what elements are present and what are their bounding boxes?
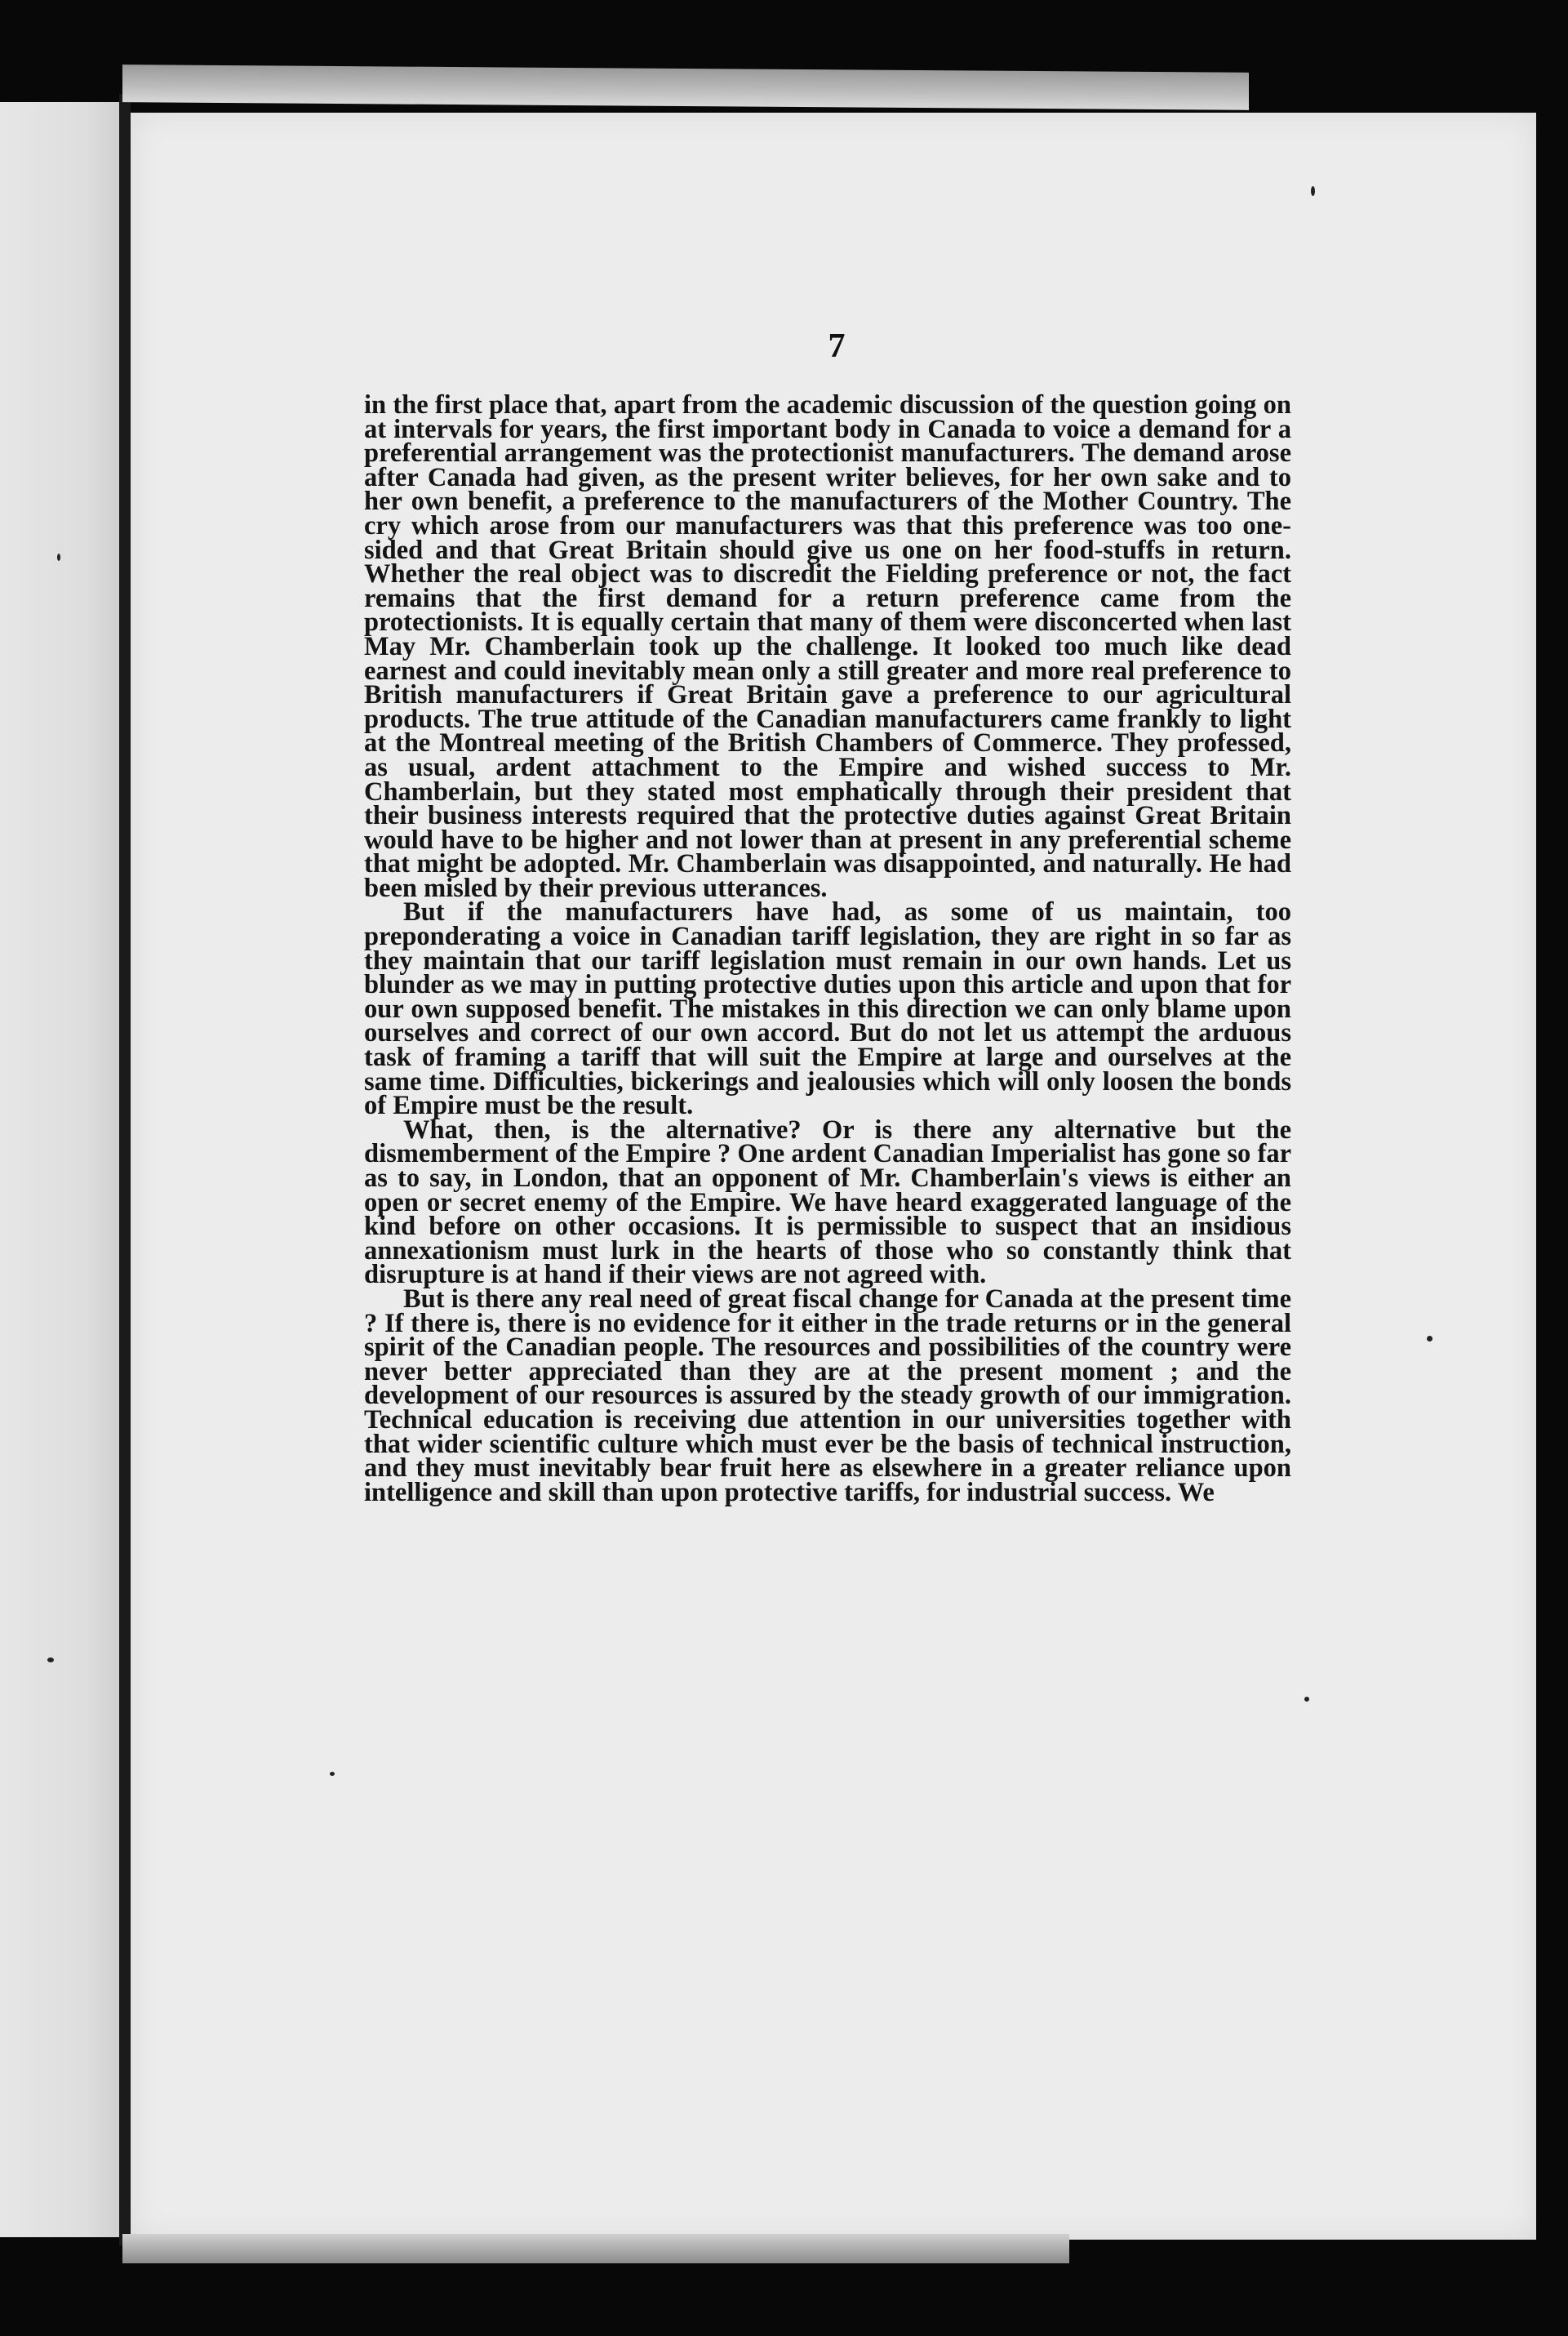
scan-speck [1304,1697,1309,1702]
paragraph-2: But if the manufacturers have had, as some of us maintain, too preponderating a voice in Canadian tariff legislation, they are right in so far as they maintain that our tariff legislation must remain in our own hands. Let us blunder as we may in putting protective duties upon this article and upon that for our own supposed benefit. The mistakes in this direction we can only blame upon ourselves and correct of our own accord. But do not let us attempt the arduous task of framing a tariff that will suit the Empire at large and ourselves at the same time. Difficulties, bickerings and jealousies which will only loosen the bonds of Empire must be the result. [364,897,1291,1121]
paragraph-1: in the first place that, apart from the academic discussion of the question going on at intervals for years, the first important body in Canada to voice a demand for a preferential arrangement was the protectionist manufacturers. The demand arose after Canada had given, as the present writer believes, for her own sake and to her own benefit, a preference to the manufacturers of the Mother Country. The cry which arose from our manufacturers was that this preference was too one-sided and that Great Britain should give us one on her food-stuffs in return. Whether the real object was to discredit the Fielding preference or not, the fact remains that the first demand for a return preference came from the protectionists. It is equally certain that many of them were disconcerted when last May Mr. Chamberlain took up the challenge. It looked too much like dead earnest and could inevitably mean only a still greater and more real preference to British manufacturers if Great Britain gave a preference to our agricultural products. The true attitude of the Canadian manufacturers came frankly to light at the Montreal meeting of the British Chambers of Commerce. They professed, as usual, ardent attachment to the Empire and wished success to Mr. Chamberlain, but they stated most emphatically through their president that their business interests required that the protective duties against Great Britain would have to be higher and not lower than at present in any preferential scheme that might be adopted. Mr. Chamberlain was disappointed, and naturally. He had been misled by their previous utterances. [364,390,1291,903]
page-top-edge [122,65,1249,110]
body-text [364,390,1291,1507]
page-bottom-edge [122,2234,1069,2263]
scan-speck [57,554,60,561]
page-number: 7 [828,327,846,365]
paragraph-4: But is there any real need of great fiscal change for Canada at the present time ? If there is, there is no evidence for it either in the trade returns or in the general spirit of the Canadian people. The resources and possibilities of the country were never better appreciated than they are at the present moment ; and the development of our resources is assured by the steady growth of our immigration. Technical education is receiving due attention in our universities together with that wider scientific culture which must ever be the basis of technical instruction, and they must inevitably bear fruit here as elsewhere in a greater reliance upon intelligence and skill than upon protective tariffs, for industrial success. We [364,1284,1291,1507]
scan-speck [1427,1336,1433,1342]
scan-speck [330,1772,335,1776]
scan-speck [1311,186,1315,196]
paragraph-3: What, then, is the alternative? Or is there any alternative but the dismemberment of the Empire ? One ardent Canadian Imperialist has gone so far as to say, in London, that an opponent of Mr. Chamberlain's views is either an open or secret enemy of the Empire. We have heard exaggerated language of the kind before on other occasions. It is permissible to suspect that an insidious annexationism must lurk in the hearts of those who so constantly think that disrupture is at hand if their views are not agreed with. [364,1115,1291,1290]
scan-speck [47,1657,54,1662]
facing-page-edge [0,102,121,2237]
book-gutter [119,94,131,2245]
